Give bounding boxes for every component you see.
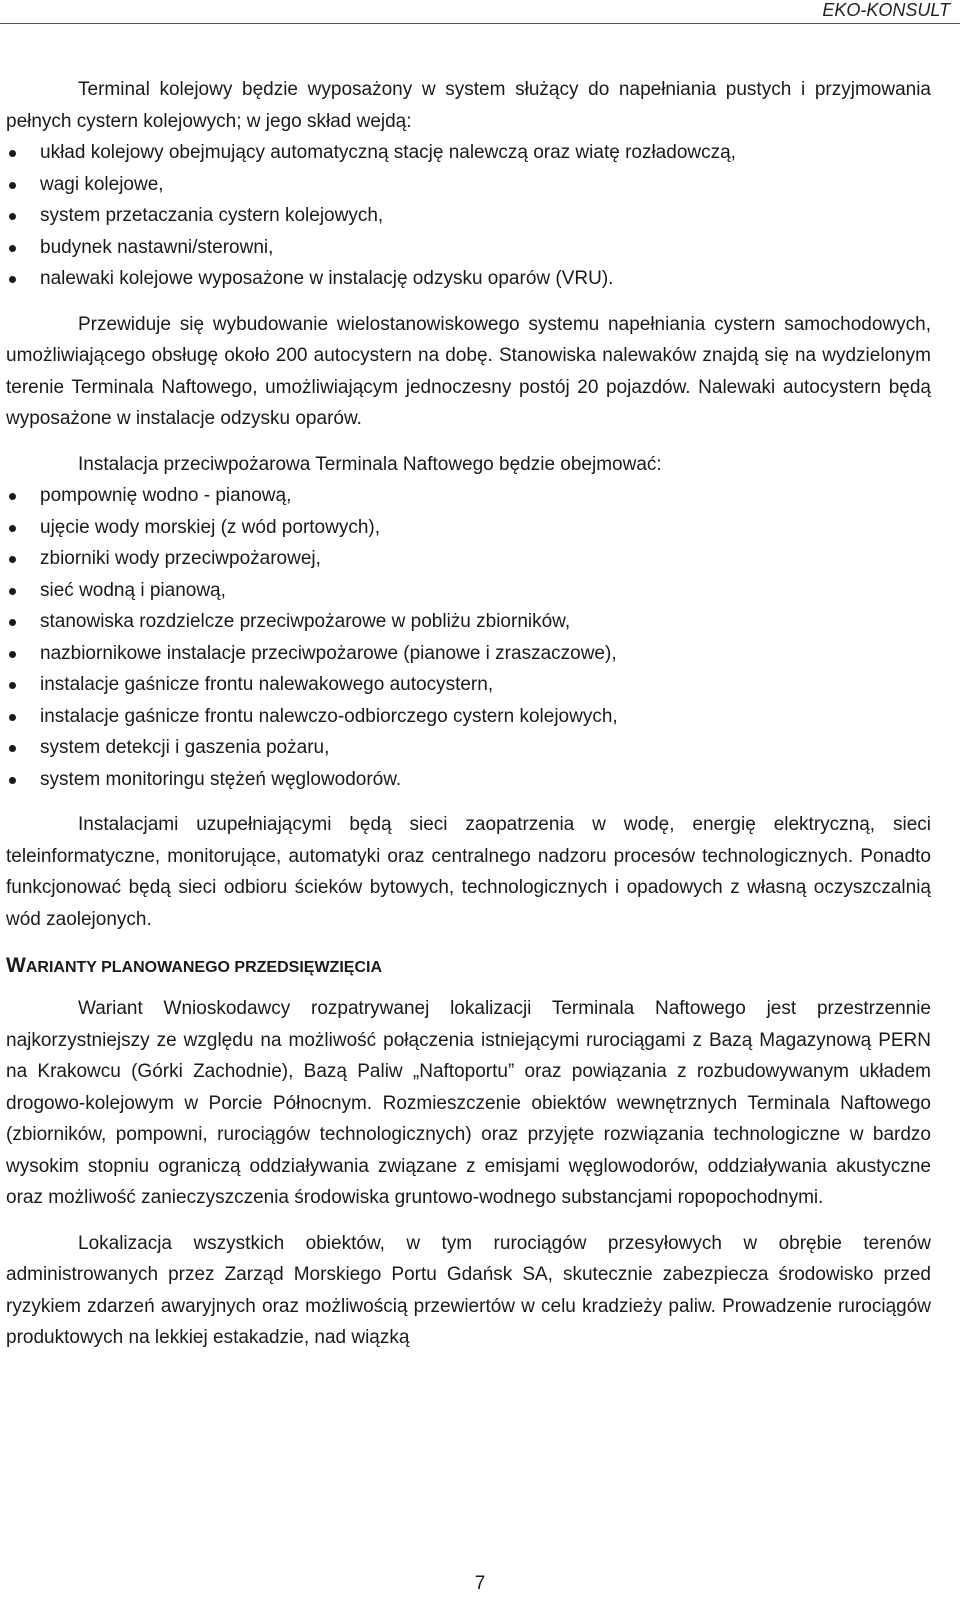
list-item: system przetaczania cystern kolejowych, <box>6 200 931 232</box>
list-item: zbiorniki wody przeciwpożarowej, <box>6 543 931 575</box>
list-item: wagi kolejowe, <box>6 169 931 201</box>
document-body <box>6 74 931 1354</box>
paragraph-terminal-intro: Terminal kolejowy będzie wyposażony w system służący do napełniania pustych i przyjmowania pełnych cystern kolejowych; w jego skład wejdą: <box>6 79 931 132</box>
list-item: nazbiornikowe instalacje przeciwpożarowe (pianowe i zraszaczowe), <box>6 638 931 670</box>
list-item: system detekcji i gaszenia pożaru, <box>6 732 931 764</box>
list-item: ujęcie wody morskiej (z wód portowych), <box>6 512 931 544</box>
header-company: EKO-KONSULT <box>822 0 950 20</box>
rail-equipment-list <box>6 137 931 295</box>
paragraph-variant: Wariant Wnioskodawcy rozpatrywanej lokalizacji Terminala Naftowego jest przestrzennie najkorzystniejszy ze względu na możliwość połączenia istniejącymi rurociągami z Bazą Magazynową PERN na Krakowcu (Górki Zachodnie), Bazą Paliw „Naftoportu” oraz powiązania z rozbudowywanym układem drogowo-kolejowym w Porcie Północnym. Rozmieszczenie obiektów wewnętrznych Terminala Naftowego (zbiorników, pompowni, rurociągów technologicznych) oraz przyjęte rozwiązania technologiczne w bardzo wysokim stopniu ograniczą oddziaływania związane z emisjami węglowodorów, oddziaływania akustyczne oraz możliwość zanieczyszczenia środowiska gruntowo-wodnego substancjami ropopochodnymi. <box>6 998 931 1208</box>
page-number: 7 <box>474 1573 486 1594</box>
paragraph-supplementary: Instalacjami uzupełniającymi będą sieci zaopatrzenia w wodę, energię elektryczną, sieci teleinformatyczne, monitorujące, automatyki oraz centralnego nadzoru procesów technologicznych. Ponadto funkcjonować będą sieci odbioru ścieków bytowych, technologicznych i opadowych z własną oczyszczalnią wód zaolejonych. <box>6 814 931 930</box>
list-item: sieć wodną i pianową, <box>6 575 931 607</box>
list-item: nalewaki kolejowe wyposażone w instalację odzysku oparów (VRU). <box>6 263 931 295</box>
list-item: budynek nastawni/sterowni, <box>6 232 931 264</box>
list-item: system monitoringu stężeń węglowodorów. <box>6 764 931 796</box>
list-item: pompownię wodno - pianową, <box>6 480 931 512</box>
paragraph-fire-intro: Instalacja przeciwpożarowa Terminala Naftowego będzie obejmować: <box>78 453 662 475</box>
paragraph-location: Lokalizacja wszystkich obiektów, w tym rurociągów przesyłowych w obrębie terenów administrowanych przez Zarząd Morskiego Portu Gdańsk SA, skutecznie zabezpiecza środowisko przed ryzykiem zdarzeń awaryjnych oraz możliwością przewiertów w celu kradzieży paliw. Prowadzenie rurociągów produktowych na lekkiej estakadzie, nad wiązką <box>6 1232 931 1348</box>
section-heading: WARIANTY PLANOWANEGO PRZEDSIĘWZIĘCIA <box>6 954 382 977</box>
fire-installation-list <box>6 480 931 795</box>
paragraph-autocystern: Przewiduje się wybudowanie wielostanowiskowego systemu napełniania cystern samochodowych, umożliwiającego obsługę około 200 autocystern na dobę. Stanowiska nalewaków znajdą się na wydzielonym terenie Terminala Naftowego, umożliwiającym jednoczesny postój 20 pojazdów. Nalewaki autocystern będą wyposażone w instalacje odzysku oparów. <box>6 313 931 429</box>
list-item: układ kolejowy obejmujący automatyczną stację nalewczą oraz wiatę rozładowczą, <box>6 137 931 169</box>
header-rule <box>0 23 960 24</box>
list-item: instalacje gaśnicze frontu nalewczo-odbiorczego cystern kolejowych, <box>6 701 931 733</box>
list-item: instalacje gaśnicze frontu nalewakowego autocystern, <box>6 669 931 701</box>
list-item: stanowiska rozdzielcze przeciwpożarowe w pobliżu zbiorników, <box>6 606 931 638</box>
